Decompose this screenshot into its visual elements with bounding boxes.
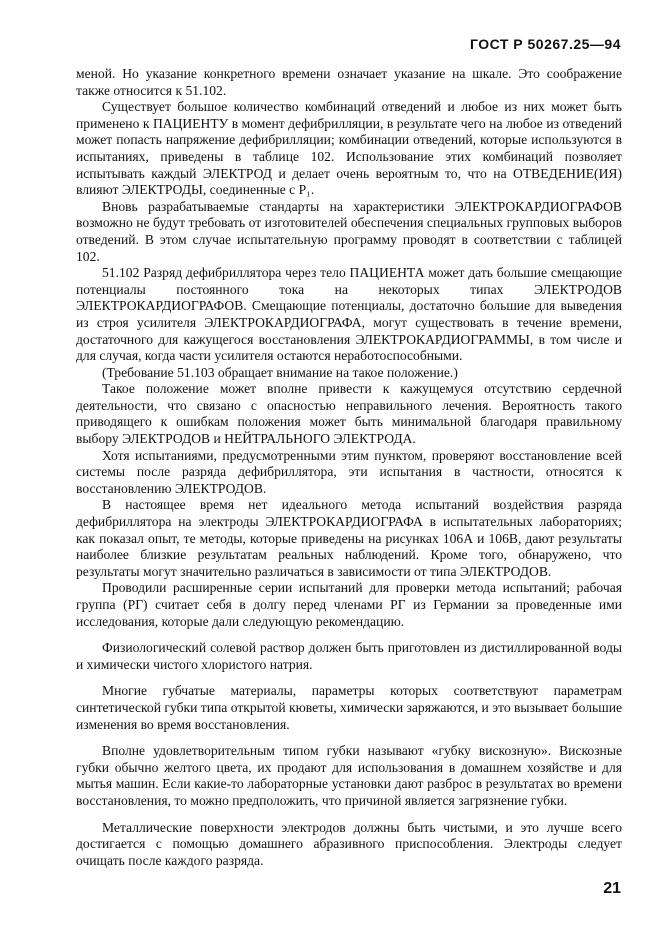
paragraph: Физиологический солевой раствор должен быть приготовлен из дистиллированной воды и химически чистого хлористого натрия. [76, 640, 622, 672]
paragraph: Многие губчатые материалы, параметры которых соответствуют параметрам синтетической губки типа открытой кюветы, химически заряжаются, и это вызывает большие изменения во время восстановления. [76, 683, 623, 732]
paragraph: 51.102 Разряд дефибриллятора через тело ПАЦИЕНТА может дать большие смещающие потенциалы постоянного тока на некоторых типах ЭЛЕКТРОДОВ ЭЛЕКТРОКАРДИОГРАФОВ. Смещающие потенциалы, достаточно большие для выведения из строя усилителя ЭЛЕКТРОКАРДИОГРАФА, могут существовать в течение времени, достаточного для кажущегося восстановления ЭЛЕКТРОКАРДИОГРАММЫ, в том числе и для случая, когда части усилителя остаются неработоспособными. [76, 265, 622, 364]
paragraph: (Требование 51.103 обращает внимание на такое положение.) [102, 364, 458, 380]
standard-header: ГОСТ Р 50267.25—94 [469, 36, 621, 52]
paragraph: Вновь разрабатываемые стандарты на характеристики ЭЛЕКТРОКАРДИОГРАФОВ возможно не будут требовать от изготовителей обеспечения специальных групповых выборов отведений. В этом случае испытательную программу проводят в соответствии с таблицей 102. [76, 198, 622, 264]
paragraph: Вполне удовлетворительным типом губки называют «губку вискозную». Вискозные губки обычно желтого цвета, их продают для использования в домашнем хозяйстве и для мытья машин. Если какие-то лабораторные установки дают разброс в результатах во времени восстановления, то можно предположить, что причиной является загрязнение губки. [76, 743, 622, 808]
paragraph: Металлические поверхности электродов должны быть чистыми, и это лучше всего достигается с помощью домашнего абразивного приспособления. Электроды следует очищать после каждого разряда. [76, 819, 622, 868]
paragraph: В настоящее время нет идеального метода испытаний воздействия разряда дефибриллятора на электроды ЭЛЕКТРОКАРДИОГРАФА в испытательных лабораториях; как показал опыт, те методы, которые приведены на рисунках 106А и 106В, дают результаты наиболее близкие результатам реальных наблюдений. Кроме того, обнаружено, что результаты могут значительно различаться в зависимости от типа ЭЛЕКТРОДОВ. [76, 497, 622, 579]
paragraph: Существует большое количество комбинаций отведений и любое из них может быть применено к ПАЦИЕНТУ в момент дефибрилляции, в результате чего на любое из отведений может попасть напряжение дефибрилляции; комбинации отведений, которые используются в испытаниях, приведены в таблице 102. Использование этих комбинаций позволяет испытывать каждый ЭЛЕКТРОД и делает очень вероятным то, что на ОТВЕДЕНИЕ(ИЯ) влияют ЭЛЕКТРОДЫ, соединенные с P₁. [76, 99, 622, 198]
paragraph: Такое положение может вполне привести к кажущемуся отсутствию сердечной деятельности, что связано с опасностью неправильного лечения. Вероятность такого приводящего к ошибкам положения может быть минимальной благодаря правильному выбору ЭЛЕКТРОДОВ и НЕЙТРАЛЬНОГО ЭЛЕКТРОДА. [76, 381, 622, 447]
paragraph: Хотя испытаниями, предусмотренными этим пунктом, проверяют восстановление всей системы после разряда дефибриллятора, эти испытания в частности, относятся к восстановлению ЭЛЕКТРОДОВ. [76, 447, 622, 496]
page-number: 21 [603, 880, 621, 897]
paragraph: меной. Но указание конкретного времени означает указание на шкале. Это соображение также относится к 51.102. [76, 66, 622, 98]
paragraph: Проводили расширенные серии испытаний для проверки метода испытаний; рабочая группа (РГ) считает себя в долгу перед членами РГ из Германии за проведенные ими исследования, которые дали следующую рекомендацию. [76, 580, 622, 629]
body-text [76, 66, 622, 869]
